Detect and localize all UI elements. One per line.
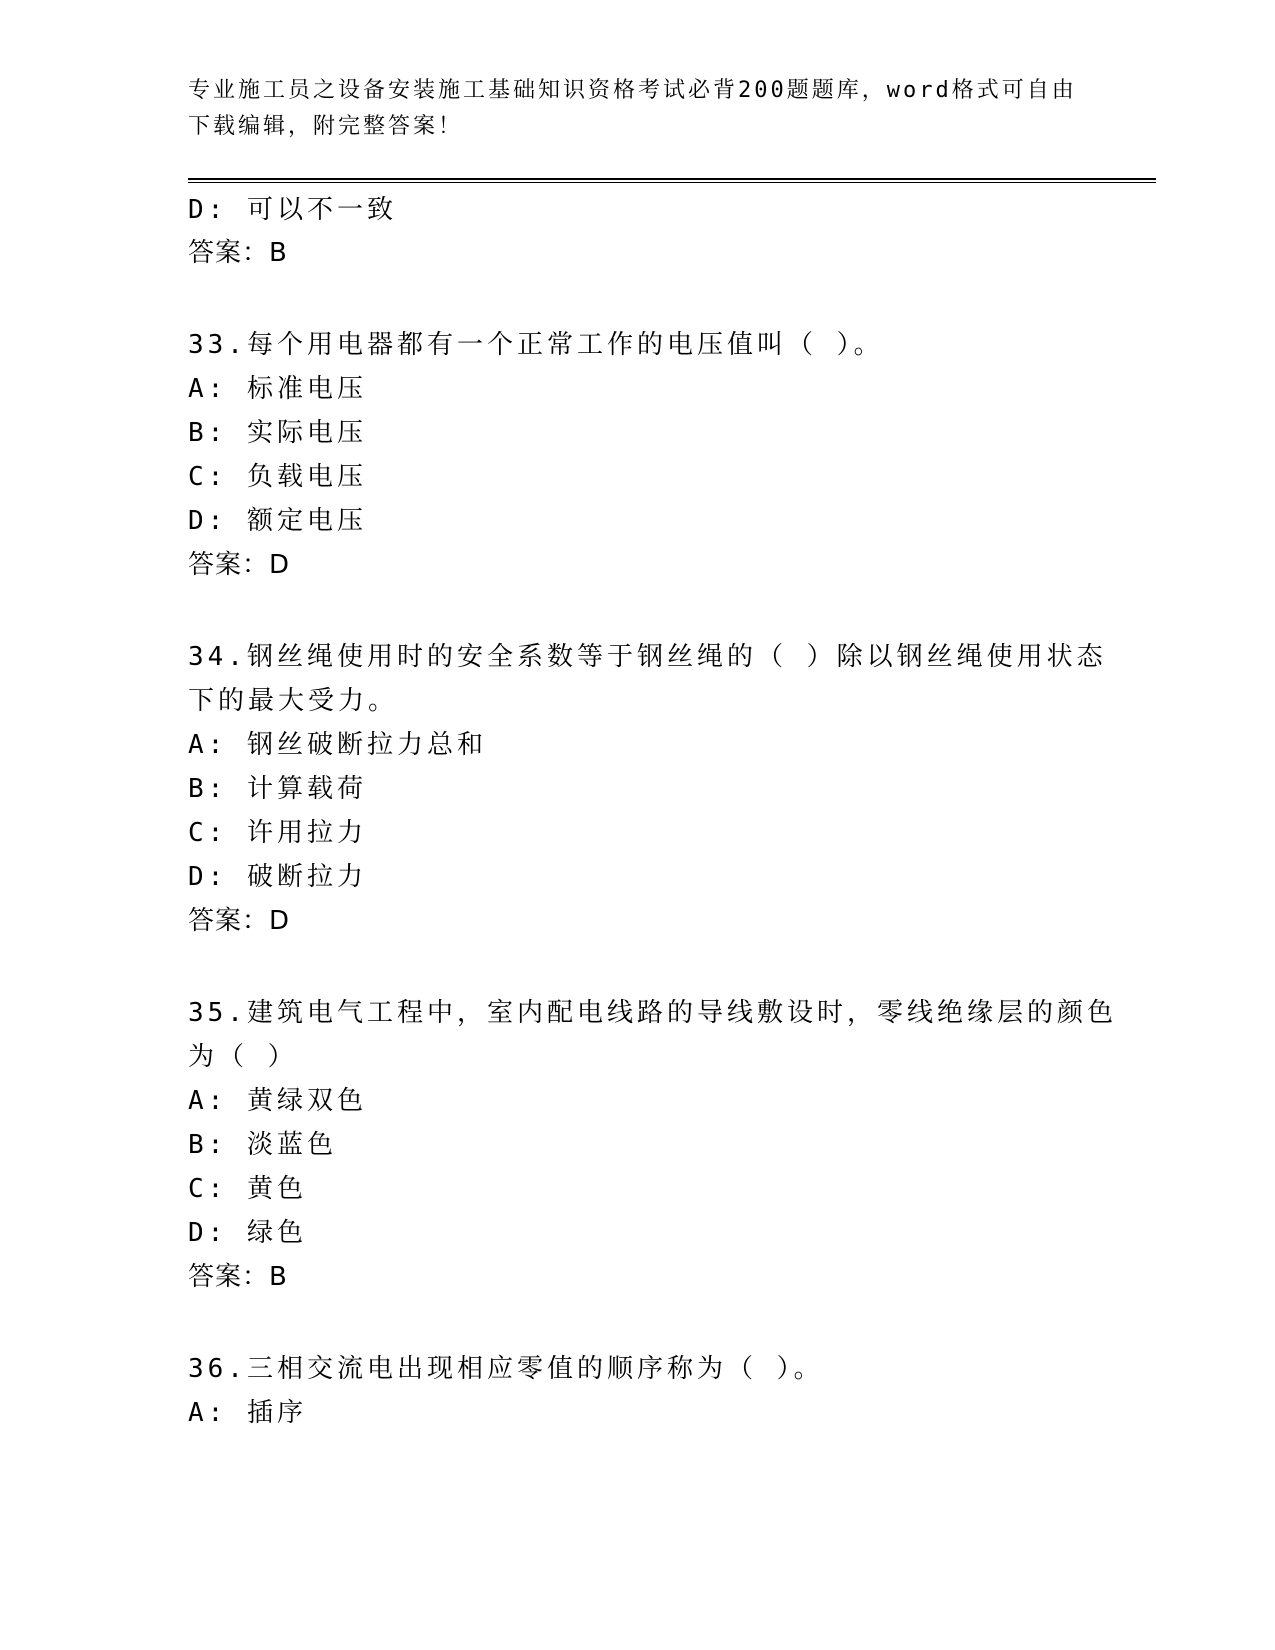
q34-option-a: A: 钢丝破断拉力总和 [188, 730, 487, 760]
q35-stem-line-2: 为（ ） [188, 1042, 298, 1072]
q34-option-c: C: 许用拉力 [188, 818, 367, 848]
header-line-1: 专业施工员之设备安装施工基础知识资格考试必背200题题库，word格式可自由 [188, 78, 1077, 103]
header-divider [188, 178, 1156, 183]
q35-option-c: C: 黄色 [188, 1174, 307, 1204]
q34-stem-line-1: 34.钢丝绳使用时的安全系数等于钢丝绳的（ ）除以钢丝绳使用状态 [188, 642, 1107, 672]
q33-option-a: A: 标准电压 [188, 374, 367, 404]
q36-option-a: A: 插序 [188, 1398, 307, 1428]
q33-answer: 答案：D [188, 550, 291, 580]
q35-option-b: B: 淡蓝色 [188, 1130, 337, 1160]
q36-stem: 36.三相交流电出现相应零值的顺序称为（ ）。 [188, 1354, 824, 1384]
prev-option-d: D: 可以不一致 [188, 195, 397, 225]
q35-stem-line-1: 35.建筑电气工程中，室内配电线路的导线敷设时，零线绝缘层的颜色 [188, 998, 1117, 1028]
q35-option-d: D: 绿色 [188, 1218, 307, 1248]
q33-option-b: B: 实际电压 [188, 418, 367, 448]
header-line-2: 下载编辑，附完整答案！ [188, 114, 464, 139]
q33-option-d: D: 额定电压 [188, 506, 367, 536]
q35-answer: 答案：B [188, 1262, 288, 1292]
q34-option-b: B: 计算载荷 [188, 774, 367, 804]
page-header [188, 73, 1088, 145]
q33-stem: 33.每个用电器都有一个正常工作的电压值叫（ ）。 [188, 330, 884, 360]
q34-stem-line-2: 下的最大受力。 [188, 686, 399, 716]
q34-answer: 答案：D [188, 906, 291, 936]
q35-option-a: A: 黄绿双色 [188, 1086, 367, 1116]
q33-option-c: C: 负载电压 [188, 462, 367, 492]
q34-option-d: D: 破断拉力 [188, 862, 367, 892]
prev-answer: 答案：B [188, 238, 288, 268]
